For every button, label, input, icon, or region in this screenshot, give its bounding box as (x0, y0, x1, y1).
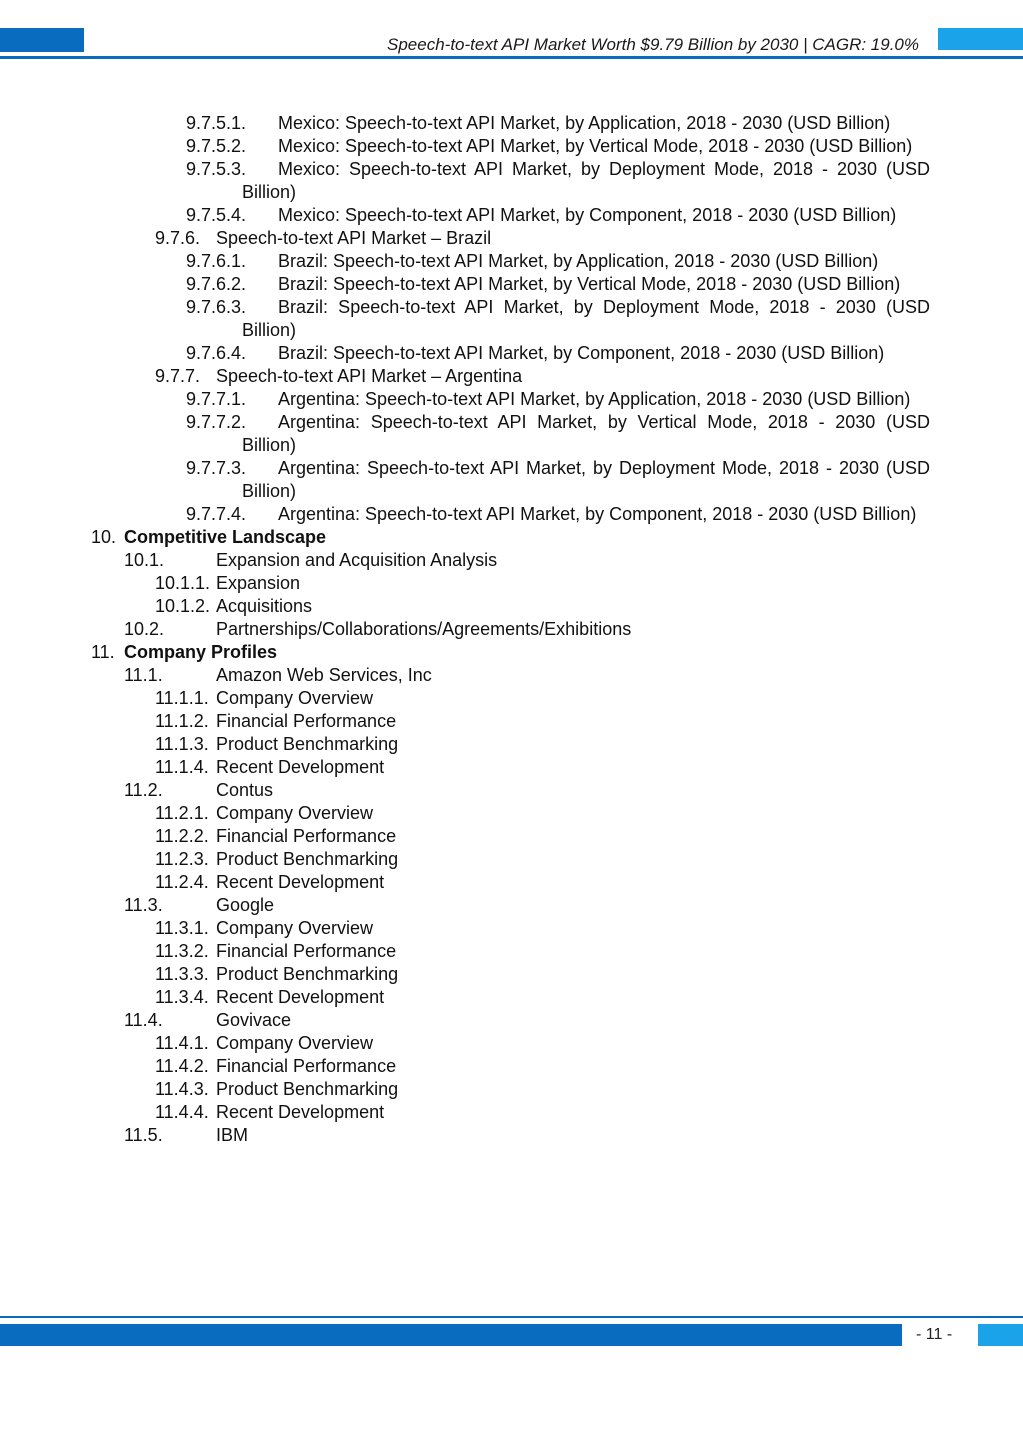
toc-entry-level-3 (0, 1055, 1023, 1078)
toc-entry-title: Amazon Web Services, Inc (216, 665, 432, 685)
toc-entry-title: Company Overview (216, 918, 374, 938)
toc-entry-title: Financial Performance (216, 941, 397, 961)
toc-entry-title: Brazil: Speech-to-text API Market, by Vertical Mode, 2018 - 2030 (USD Billion) (278, 274, 901, 294)
toc-entry-number: 11.4.2. (155, 1056, 209, 1076)
toc-entry-title: Argentina: Speech-to-text API Market, by Component, 2018 - 2030 (USD Billion) (278, 504, 917, 524)
toc-entry-title: Argentina: Speech-to-text API Market, by Vertical Mode, 2018 - 2030 (USD Billion) (242, 412, 930, 455)
toc-entry-number: 11.4.4. (155, 1102, 209, 1122)
toc-entry-level-3 (0, 733, 1023, 756)
toc-entry-level-4 (0, 158, 1023, 204)
toc-entry-title: Brazil: Speech-to-text API Market, by Application, 2018 - 2030 (USD Billion) (278, 251, 879, 271)
toc-entry-number: 11.1. (124, 665, 163, 685)
toc-entry-level-2 (0, 1124, 1023, 1147)
toc-entry-number: 9.7.6.3. (186, 297, 247, 317)
toc-entry-number: 11.2. (124, 780, 163, 800)
footer-accent-block (978, 1324, 1023, 1346)
toc-entry-level-4 (0, 112, 1023, 135)
toc-entry-level-1 (0, 641, 1023, 664)
toc-entry-number: 11. (91, 642, 115, 662)
toc-entry-number: 11.2.2. (155, 826, 209, 846)
toc-entry-title: Speech-to-text API Market – Brazil (216, 228, 492, 248)
toc-entry-number: 11.4.1. (155, 1033, 209, 1053)
toc-entry-title: Product Benchmarking (216, 964, 399, 984)
toc-entry-level-3 (0, 710, 1023, 733)
toc-entry-title: Product Benchmarking (216, 734, 399, 754)
toc-entry-number: 11.3. (124, 895, 163, 915)
toc-entry-title: Argentina: Speech-to-text API Market, by Application, 2018 - 2030 (USD Billion) (278, 389, 911, 409)
toc-entry-number: 9.7.6.4. (186, 343, 247, 363)
toc-entry-number: 10.2. (124, 619, 165, 639)
toc-entry-title: Recent Development (216, 987, 385, 1007)
toc-entry-number: 10.1.2. (155, 596, 211, 616)
toc-entry-title: Company Overview (216, 688, 374, 708)
toc-entry-level-3 (0, 802, 1023, 825)
toc-entry-title: Mexico: Speech-to-text API Market, by Vertical Mode, 2018 - 2030 (USD Billion) (278, 136, 913, 156)
toc-entry-title: Recent Development (216, 757, 385, 777)
toc-entry-level-3 (0, 365, 1023, 388)
header-accent-block-left (0, 28, 84, 52)
toc-entry-number: 11.1.2. (155, 711, 209, 731)
toc-entry-number: 9.7.5.3. (186, 159, 247, 179)
toc-entry-title: IBM (216, 1125, 249, 1145)
toc-entry-number: 9.7.7.4. (186, 504, 247, 524)
toc-entry-number: 9.7.6. (155, 228, 201, 248)
toc-entry-title: Google (216, 895, 275, 915)
toc-entry-number: 11.2.4. (155, 872, 209, 892)
footer-bar (0, 1324, 902, 1346)
toc-entry-level-4 (0, 342, 1023, 365)
toc-entry-number: 11.4. (124, 1010, 163, 1030)
toc-entry-number: 9.7.7.1. (186, 389, 247, 409)
footer-rule (0, 1316, 1023, 1318)
toc-entry-title: Acquisitions (216, 596, 313, 616)
table-of-contents (0, 112, 1023, 1147)
toc-entry-level-4 (0, 204, 1023, 227)
toc-entry-title: Govivace (216, 1010, 292, 1030)
toc-entry-level-2 (0, 664, 1023, 687)
toc-entry-title: Recent Development (216, 872, 385, 892)
toc-entry-level-3 (0, 1101, 1023, 1124)
toc-entry-title: Product Benchmarking (216, 849, 399, 869)
toc-entry-title: Speech-to-text API Market – Argentina (216, 366, 523, 386)
toc-entry-number: 10. (91, 527, 117, 547)
toc-entry-level-3 (0, 687, 1023, 710)
toc-entry-level-4 (0, 250, 1023, 273)
toc-entry-title: Mexico: Speech-to-text API Market, by Deployment Mode, 2018 - 2030 (USD Billion) (242, 159, 930, 202)
toc-entry-title: Contus (216, 780, 274, 800)
toc-entry-title: Company Overview (216, 803, 374, 823)
toc-entry-level-3 (0, 986, 1023, 1009)
toc-entry-title: Competitive Landscape (124, 527, 327, 547)
toc-entry-title: Company Overview (216, 1033, 374, 1053)
header-rule (0, 56, 1023, 59)
toc-entry-number: 9.7.5.4. (186, 205, 247, 225)
toc-entry-level-4 (0, 457, 1023, 503)
toc-entry-level-4 (0, 388, 1023, 411)
toc-entry-level-4 (0, 503, 1023, 526)
toc-entry-level-2 (0, 618, 1023, 641)
toc-entry-level-3 (0, 595, 1023, 618)
toc-entry-level-3 (0, 227, 1023, 250)
toc-entry-level-3 (0, 940, 1023, 963)
toc-entry-number: 11.3.2. (155, 941, 209, 961)
toc-entry-title: Mexico: Speech-to-text API Market, by Application, 2018 - 2030 (USD Billion) (278, 113, 891, 133)
toc-entry-number: 11.1.4. (155, 757, 209, 777)
toc-entry-number: 11.3.4. (155, 987, 209, 1007)
toc-entry-level-3 (0, 963, 1023, 986)
toc-entry-number: 11.2.1. (155, 803, 209, 823)
page-number: - 11 - (916, 1326, 953, 1343)
toc-entry-title: Financial Performance (216, 711, 397, 731)
toc-entry-level-2 (0, 779, 1023, 802)
toc-entry-title: Expansion and Acquisition Analysis (216, 550, 498, 570)
toc-entry-number: 9.7.7.3. (186, 458, 247, 478)
toc-entry-level-4 (0, 135, 1023, 158)
toc-entry-number: 10.1.1. (155, 573, 211, 593)
toc-entry-number: 9.7.7.2. (186, 412, 247, 432)
toc-entry-level-3 (0, 1078, 1023, 1101)
toc-entry-title: Argentina: Speech-to-text API Market, by Deployment Mode, 2018 - 2030 (USD Billion) (242, 458, 930, 501)
toc-entry-level-2 (0, 894, 1023, 917)
toc-entry-level-2 (0, 549, 1023, 572)
toc-entry-level-3 (0, 572, 1023, 595)
toc-entry-title: Company Profiles (124, 642, 278, 662)
toc-entry-number: 11.3.3. (155, 964, 209, 984)
toc-entry-number: 11.5. (124, 1125, 163, 1145)
toc-entry-number: 11.3.1. (155, 918, 209, 938)
toc-entry-number: 9.7.6.2. (186, 274, 247, 294)
toc-entry-number: 11.2.3. (155, 849, 209, 869)
toc-entry-title: Recent Development (216, 1102, 385, 1122)
toc-entry-number: 11.1.1. (155, 688, 209, 708)
toc-entry-level-3 (0, 871, 1023, 894)
toc-entry-number: 9.7.5.1. (186, 113, 247, 133)
toc-entry-level-1 (0, 526, 1023, 549)
toc-entry-number: 11.4.3. (155, 1079, 209, 1099)
toc-entry-level-3 (0, 917, 1023, 940)
toc-entry-number: 9.7.5.2. (186, 136, 247, 156)
toc-entry-level-2 (0, 1009, 1023, 1032)
toc-entry-title: Product Benchmarking (216, 1079, 399, 1099)
toc-entry-title: Financial Performance (216, 1056, 397, 1076)
toc-entry-number: 11.1.3. (155, 734, 209, 754)
toc-entry-level-3 (0, 1032, 1023, 1055)
toc-entry-title: Brazil: Speech-to-text API Market, by Deployment Mode, 2018 - 2030 (USD Billion) (242, 297, 930, 340)
toc-entry-level-4 (0, 273, 1023, 296)
header-title: Speech-to-text API Market Worth $9.79 Billion by 2030 | CAGR: 19.0% (387, 35, 919, 54)
toc-entry-title: Brazil: Speech-to-text API Market, by Component, 2018 - 2030 (USD Billion) (278, 343, 885, 363)
toc-entry-title: Expansion (216, 573, 301, 593)
toc-entry-level-3 (0, 848, 1023, 871)
toc-entry-level-4 (0, 411, 1023, 457)
toc-entry-title: Partnerships/Collaborations/Agreements/Exhibitions (216, 619, 632, 639)
header-accent-block-right (938, 28, 1023, 50)
toc-entry-title: Financial Performance (216, 826, 397, 846)
toc-entry-title: Mexico: Speech-to-text API Market, by Component, 2018 - 2030 (USD Billion) (278, 205, 897, 225)
toc-entry-number: 9.7.7. (155, 366, 201, 386)
toc-entry-level-3 (0, 825, 1023, 848)
toc-entry-level-3 (0, 756, 1023, 779)
toc-entry-number: 10.1. (124, 550, 165, 570)
toc-entry-level-4 (0, 296, 1023, 342)
toc-entry-number: 9.7.6.1. (186, 251, 247, 271)
